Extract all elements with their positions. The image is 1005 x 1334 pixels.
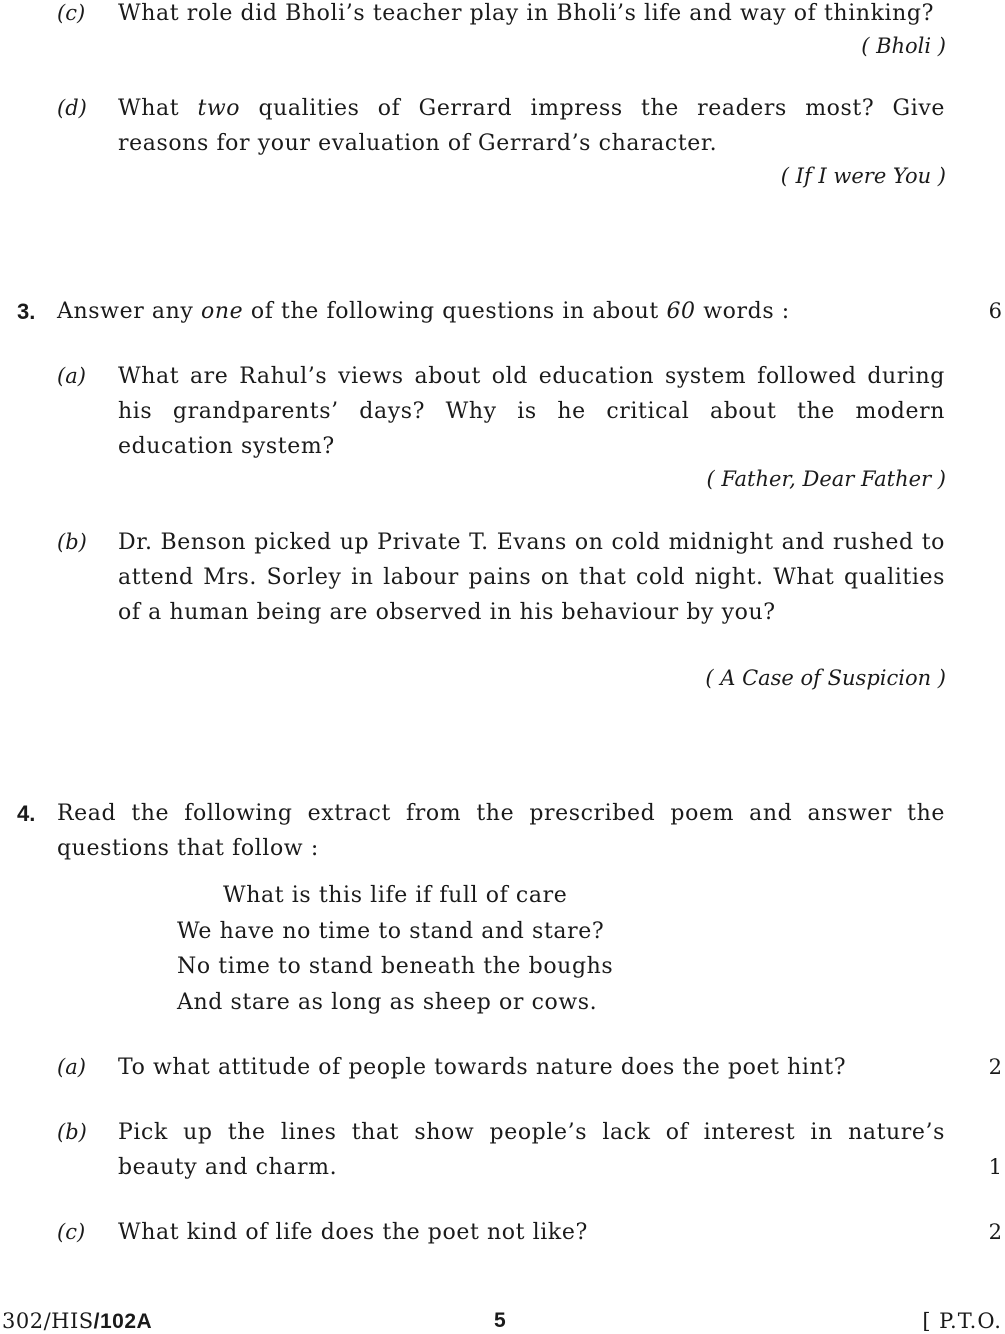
poem-line-1: What is this life if full of care — [223, 883, 568, 908]
paper-code: 302/HIS/102A — [2, 1309, 153, 1333]
q2c-label: (c) — [57, 1, 86, 25]
q2d-label: (d) — [57, 96, 87, 120]
q4a-label: (a) — [57, 1055, 86, 1079]
q2c-source: ( Bholi ) — [861, 34, 946, 58]
q4c-text: What kind of life does the poet not like? — [118, 1220, 588, 1245]
q3-number: 3. — [17, 299, 36, 324]
q4b-marks: 1 — [988, 1155, 1002, 1179]
q4-number: 4. — [17, 801, 36, 826]
q4c-label: (c) — [57, 1220, 86, 1244]
q3-marks: 6 — [988, 299, 1002, 323]
q3b-label: (b) — [57, 530, 87, 554]
poem-line-2: We have no time to stand and stare? — [177, 919, 605, 944]
q3a-source: ( Father, Dear Father ) — [706, 467, 946, 491]
q2c-text: What role did Bholi’s teacher play in Bholi’s life and way of thinking? — [118, 1, 935, 26]
q2d-text: What two qualities of Gerrard impress the readers most? Give reasons for your evaluation of Gerrard’s character. — [118, 96, 946, 156]
q4a-marks: 2 — [988, 1055, 1002, 1079]
q4b-text: Pick up the lines that show people’s lack of interest in nature’s beauty and charm. — [118, 1120, 945, 1180]
q4a-text: To what attitude of people towards nature does the poet hint? — [118, 1055, 847, 1080]
poem-line-4: And stare as long as sheep or cows. — [177, 990, 598, 1015]
q4b-label: (b) — [57, 1120, 87, 1144]
q3-instruction: Answer any one of the following questions in about 60 words : — [57, 299, 790, 324]
pto-note: [ P.T.O. — [922, 1309, 1002, 1333]
q3a-label: (a) — [57, 364, 86, 388]
q4-instruction: Read the following extract from the prescribed poem and answer the questions that follow : — [57, 801, 945, 861]
q2d-emphasis: two — [197, 96, 241, 121]
q3a-text: What are Rahul’s views about old education system followed during his grandparents’ days? Why is he critical about the modern education system? — [118, 364, 945, 459]
q4c-marks: 2 — [988, 1220, 1002, 1244]
q2d-source: ( If I were You ) — [780, 164, 946, 188]
page-number: 5 — [494, 1309, 506, 1332]
q3b-source: ( A Case of Suspicion ) — [705, 666, 946, 690]
poem-line-3: No time to stand beneath the boughs — [177, 954, 614, 979]
q3b-text: Dr. Benson picked up Private T. Evans on cold midnight and rushed to attend Mrs. Sorley in labour pains on that cold night. What qualities of a human being are observed in his behaviour by you? — [118, 530, 945, 625]
